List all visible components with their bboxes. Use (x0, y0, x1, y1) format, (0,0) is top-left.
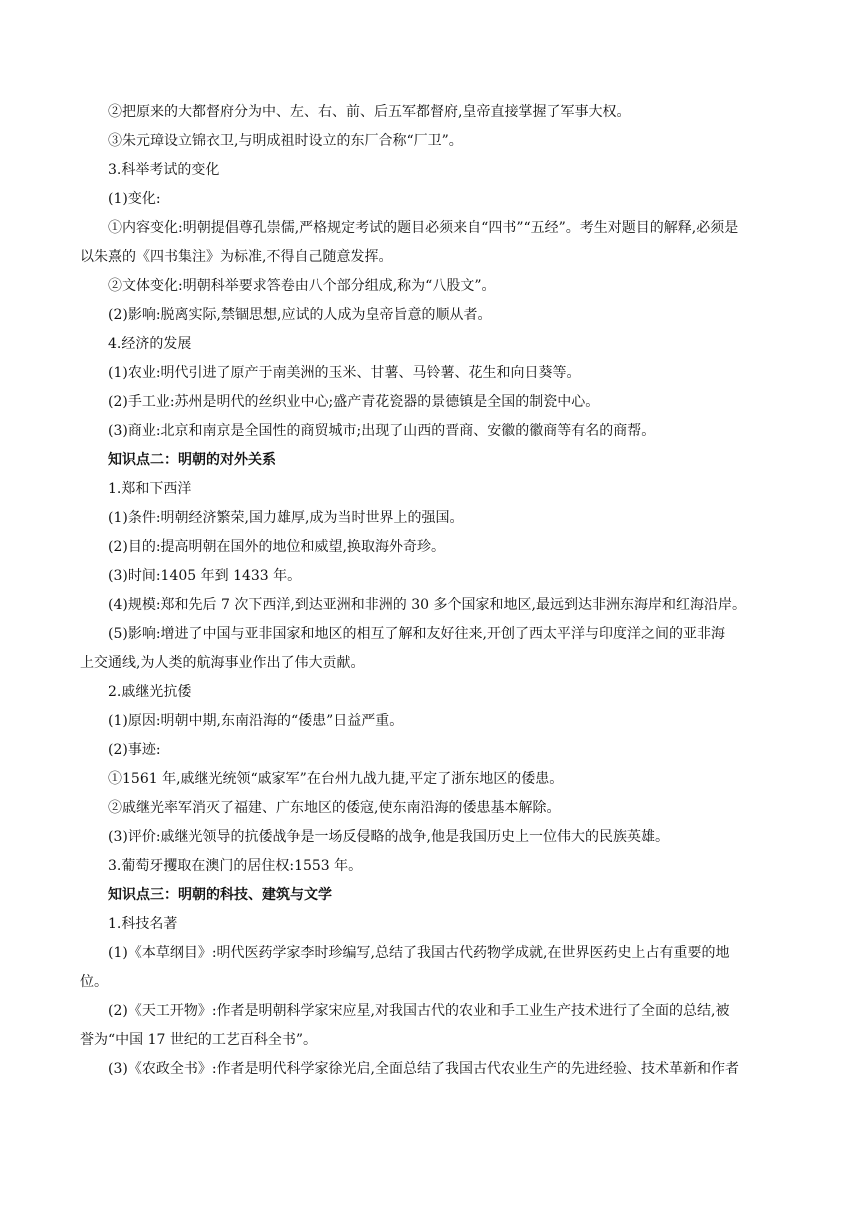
text-line: 1.郑和下西洋 (108, 481, 192, 497)
text-line: 位。 (80, 974, 108, 990)
text-line: (3)时间:1405 年到 1433 年。 (108, 568, 302, 584)
text-line: (1)原因:明朝中期,东南沿海的“倭患”日益严重。 (108, 713, 404, 729)
text-line: (2)事迹: (108, 742, 161, 758)
text-line: 2.戚继光抗倭 (108, 684, 192, 700)
text-line: (4)规模:郑和先后 7 次下西洋,到达亚洲和非洲的 30 多个国家和地区,最远到达非洲东海岸和红海沿岸。 (108, 597, 746, 613)
text-line: 4.经济的发展 (108, 336, 192, 352)
text-line: ②文体变化:明朝科举要求答卷由八个部分组成,称为“八股文”。 (108, 278, 496, 294)
text-line: (1)条件:明朝经济繁荣,国力雄厚,成为当时世界上的强国。 (108, 510, 464, 526)
text-line: ①内容变化:明朝提倡尊孔崇儒,严格规定考试的题目必须来自“四书”“五经”。考生对题目的解释,必须是 (108, 220, 739, 236)
text-line: (3)评价:戚继光领导的抗倭战争是一场反侵略的战争,他是我国历史上一位伟大的民族英雄。 (108, 829, 669, 845)
text-line: 3.葡萄牙攫取在澳门的居住权:1553 年。 (108, 858, 363, 874)
text-line: (1)农业:明代引进了原产于南美洲的玉米、甘薯、马铃薯、花生和向日葵等。 (108, 365, 581, 381)
text-line: (2)手工业:苏州是明代的丝织业中心;盛产青花瓷器的景德镇是全国的制瓷中心。 (108, 394, 600, 410)
text-line: 上交通线,为人类的航海事业作出了伟大贡献。 (80, 655, 365, 671)
text-line: 3.科举考试的变化 (108, 162, 220, 178)
text-line: ①1561 年,戚继光统领“戚家军”在台州九战九捷,平定了浙东地区的倭患。 (108, 771, 564, 787)
text-line: (3)《农政全书》:作者是明代科学家徐光启,全面总结了我国古代农业生产的先进经验、技术革新和作者 (108, 1061, 739, 1077)
text-line: (1)《本草纲目》:明代医药学家李时珍编写,总结了我国古代药物学成就,在世界医药史上占有重要的地 (108, 945, 730, 961)
text-line: 1.科技名著 (108, 916, 178, 932)
section-heading: 知识点三：明朝的科技、建筑与文学 (108, 887, 332, 903)
text-line: (1)变化: (108, 191, 161, 207)
text-line: 以朱熹的《四书集注》为标准,不得自己随意发挥。 (80, 249, 393, 265)
text-line: ②戚继光率军消灭了福建、广东地区的倭寇,使东南沿海的倭患基本解除。 (108, 800, 561, 816)
text-line: (5)影响:增进了中国与亚非国家和地区的相互了解和友好往来,开创了西太平洋与印度洋之间的亚非海 (108, 626, 725, 642)
text-line: (2)《天工开物》:作者是明朝科学家宋应星,对我国古代的农业和手工业生产技术进行了全面的总结,被 (108, 1003, 730, 1019)
text-line: ③朱元璋设立锦衣卫,与明成祖时设立的东厂合称“厂卫”。 (108, 133, 463, 149)
text-line: (3)商业:北京和南京是全国性的商贸城市;出现了山西的晋商、安徽的徽商等有名的商帮。 (108, 423, 656, 439)
text-line: (2)影响:脱离实际,禁锢思想,应试的人成为皇帝旨意的顺从者。 (108, 307, 492, 323)
text-line: ②把原来的大都督府分为中、左、右、前、后五军都督府,皇帝直接掌握了军事大权。 (108, 104, 631, 120)
section-heading: 知识点二：明朝的对外关系 (108, 452, 276, 468)
text-line: (2)目的:提高明朝在国外的地位和威望,换取海外奇珍。 (108, 539, 445, 555)
text-line: 誉为“中国 17 世纪的工艺百科全书”。 (80, 1032, 318, 1048)
